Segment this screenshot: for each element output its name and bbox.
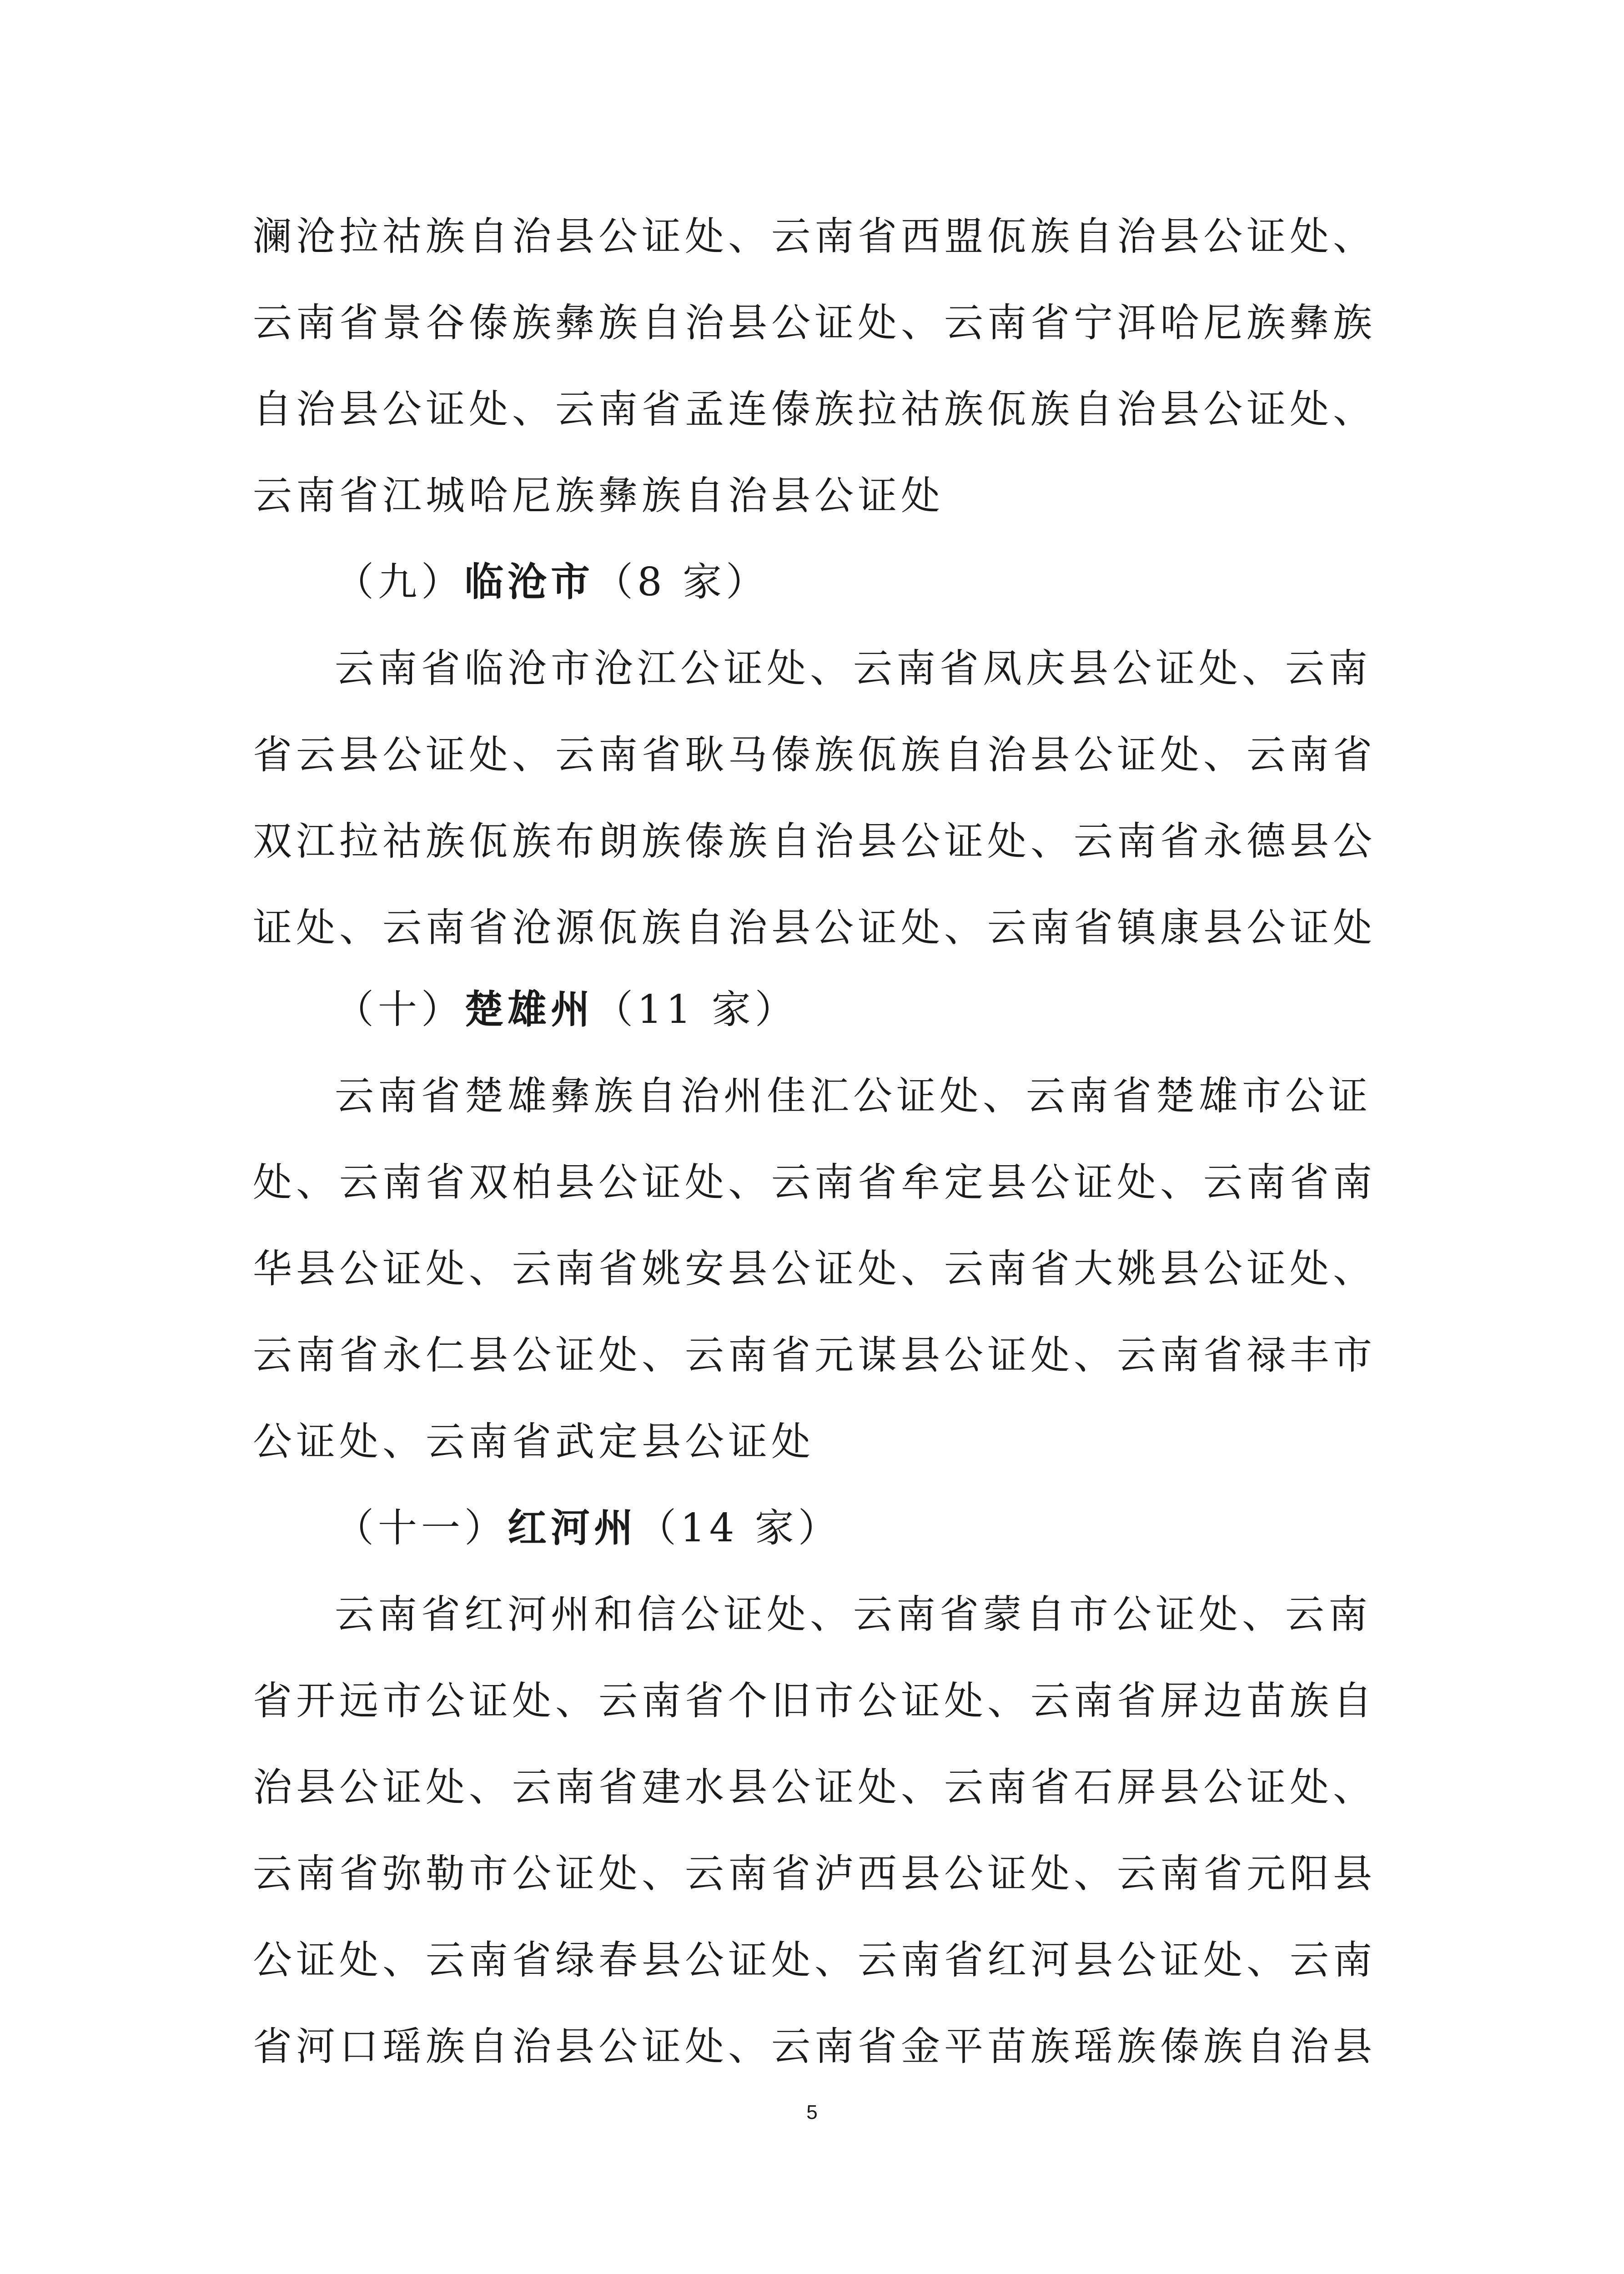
page-number: 5 <box>806 2101 818 2123</box>
section-name: 楚雄州 <box>464 987 594 1032</box>
paragraph-line: 云南省弥勒市公证处、云南省泸西县公证处、云南省元阳县 <box>253 1851 1376 1897</box>
section-heading-lincang <box>335 546 1390 619</box>
paragraph-line: 云南省红河州和信公证处、云南省蒙自市公证处、云南 <box>335 1592 1372 1637</box>
paragraph-line: 华县公证处、云南省姚安县公证处、云南省大姚县公证处、 <box>253 1246 1376 1292</box>
section-count: （11 家） <box>594 987 798 1032</box>
section-number: （十） <box>335 987 464 1032</box>
paragraph-line: 澜沧拉祜族自治县公证处、云南省西盟佤族自治县公证处、 <box>253 214 1376 259</box>
paragraph-line: 云南省临沧市沧江公证处、云南省凤庆县公证处、云南 <box>335 646 1372 691</box>
section-heading-chuxiong <box>335 973 1390 1046</box>
paragraph-line: 证处、云南省沧源佤族自治县公证处、云南省镇康县公证处 <box>253 905 1376 951</box>
paragraph-line: 处、云南省双柏县公证处、云南省牟定县公证处、云南省南 <box>253 1160 1376 1205</box>
paragraph-line: 云南省景谷傣族彝族自治县公证处、云南省宁洱哈尼族彝族 <box>253 300 1376 346</box>
section-number: （九） <box>335 559 464 605</box>
section-heading-honghe <box>335 1492 1390 1565</box>
section-count: （14 家） <box>637 1505 841 1551</box>
paragraph-line: 公证处、云南省武定县公证处 <box>253 1419 815 1464</box>
paragraph-line: 云南省楚雄彝族自治州佳汇公证处、云南省楚雄市公证 <box>335 1073 1372 1119</box>
paragraph-line: 云南省江城哈尼族彝族自治县公证处 <box>253 473 944 518</box>
paragraph-line: 双江拉祜族佤族布朗族傣族自治县公证处、云南省永德县公 <box>253 819 1376 864</box>
paragraph-line: 省河口瑶族自治县公证处、云南省金平苗族瑶族傣族自治县 <box>253 2024 1376 2069</box>
section-number: （十一） <box>335 1505 508 1551</box>
section-count: （8 家） <box>594 559 769 605</box>
section-name: 临沧市 <box>464 559 594 605</box>
paragraph-line: 云南省永仁县公证处、云南省元谋县公证处、云南省禄丰市 <box>253 1333 1376 1378</box>
section-name: 红河州 <box>508 1505 637 1551</box>
paragraph-line: 省开远市公证处、云南省个旧市公证处、云南省屏边苗族自 <box>253 1678 1376 1724</box>
paragraph-line: 公证处、云南省绿春县公证处、云南省红河县公证处、云南 <box>253 1937 1376 1983</box>
paragraph-line: 治县公证处、云南省建水县公证处、云南省石屏县公证处、 <box>253 1765 1376 1810</box>
paragraph-line: 自治县公证处、云南省孟连傣族拉祜族佤族自治县公证处、 <box>253 387 1376 432</box>
paragraph-line: 省云县公证处、云南省耿马傣族佤族自治县公证处、云南省 <box>253 732 1376 778</box>
